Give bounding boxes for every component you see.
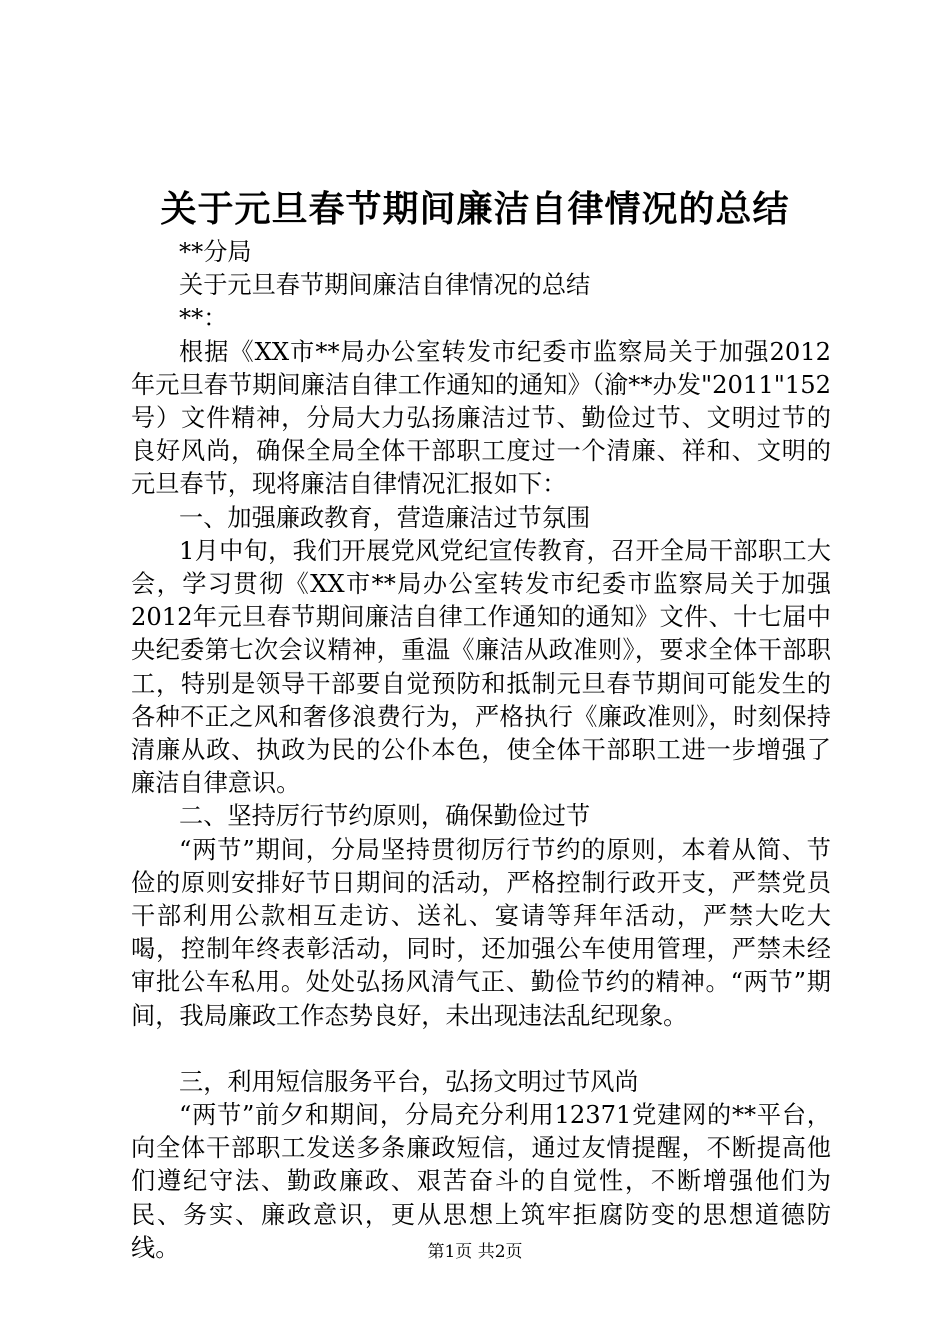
section-body-1: 1月中旬，我们开展党风党纪宣传教育，召开全局干部职工大会，学习贯彻《XX市**局办公室转发市纪委市监察局关于加强2012年元旦春节期间廉洁自律工作通知的通知》文件、十七届中央纪委第七次会议精神，重温《廉洁从政准则》，要求全体干部职工，特别是领导干部要自觉预防和抵制元旦春节期间可能发生的各种不正之风和奢侈浪费行为，严格执行《廉政准则》，时刻保持清廉从政、执政为民的公仆本色，使全体干部职工进一步增强了廉洁自律意识。 [131, 536, 831, 798]
section-body-3: “两节”前夕和期间，分局充分利用12371党建网的**平台，向全体干部职工发送多条廉政短信，通过友情提醒，不断提高他们遵纪守法、勤政廉政、艰苦奋斗的自觉性，不断增强他们为民、务实、廉政意识，更从思想上筑牢拒腐防变的思想道德防线。 [131, 1101, 831, 1262]
blank-line [131, 1033, 831, 1066]
page-footer: 第1页 共2页 [427, 1242, 523, 1262]
intro-paragraph: 根据《XX市**局办公室转发市纪委市监察局关于加强2012年元旦春节期间廉洁自律工作通知的通知》（渝**办发"2011"152号）文件精神，分局大力弘扬廉洁过节、勤俭过节、文明过节的良好风尚，确保全局全体干部职工度过一个清廉、祥和、文明的元旦春节，现将廉洁自律情况汇报如下： [131, 337, 831, 499]
section-heading-2: 二、坚持厉行节约原则，确保勤俭过节 [179, 802, 591, 831]
section-body-2: “两节”期间，分局坚持贯彻厉行节约的原则，本着从简、节俭的原则安排好节日期间的活动，严格控制行政开支，严禁党员干部利用公款相互走访、送礼、宴请等拜年活动，严禁大吃大喝，控制年终表彰活动，同时，还加强公车使用管理，严禁未经审批公车私用。处处弘扬风清气正、勤俭节约的精神。“两节”期间，我局廉政工作态势良好，未出现违法乱纪现象。 [131, 835, 831, 1030]
section-heading-3: 三，利用短信服务平台，弘扬文明过节风尚 [179, 1067, 639, 1096]
salutation-line: **： [179, 304, 228, 333]
sender-line: **分局 [179, 238, 252, 266]
document-body [131, 236, 831, 1265]
subtitle-line: 关于元旦春节期间廉洁自律情况的总结 [179, 271, 591, 300]
section-heading-1: 一、加强廉政教育，营造廉洁过节氛围 [179, 503, 591, 532]
document-title: 关于元旦春节期间廉洁自律情况的总结 [160, 188, 790, 230]
